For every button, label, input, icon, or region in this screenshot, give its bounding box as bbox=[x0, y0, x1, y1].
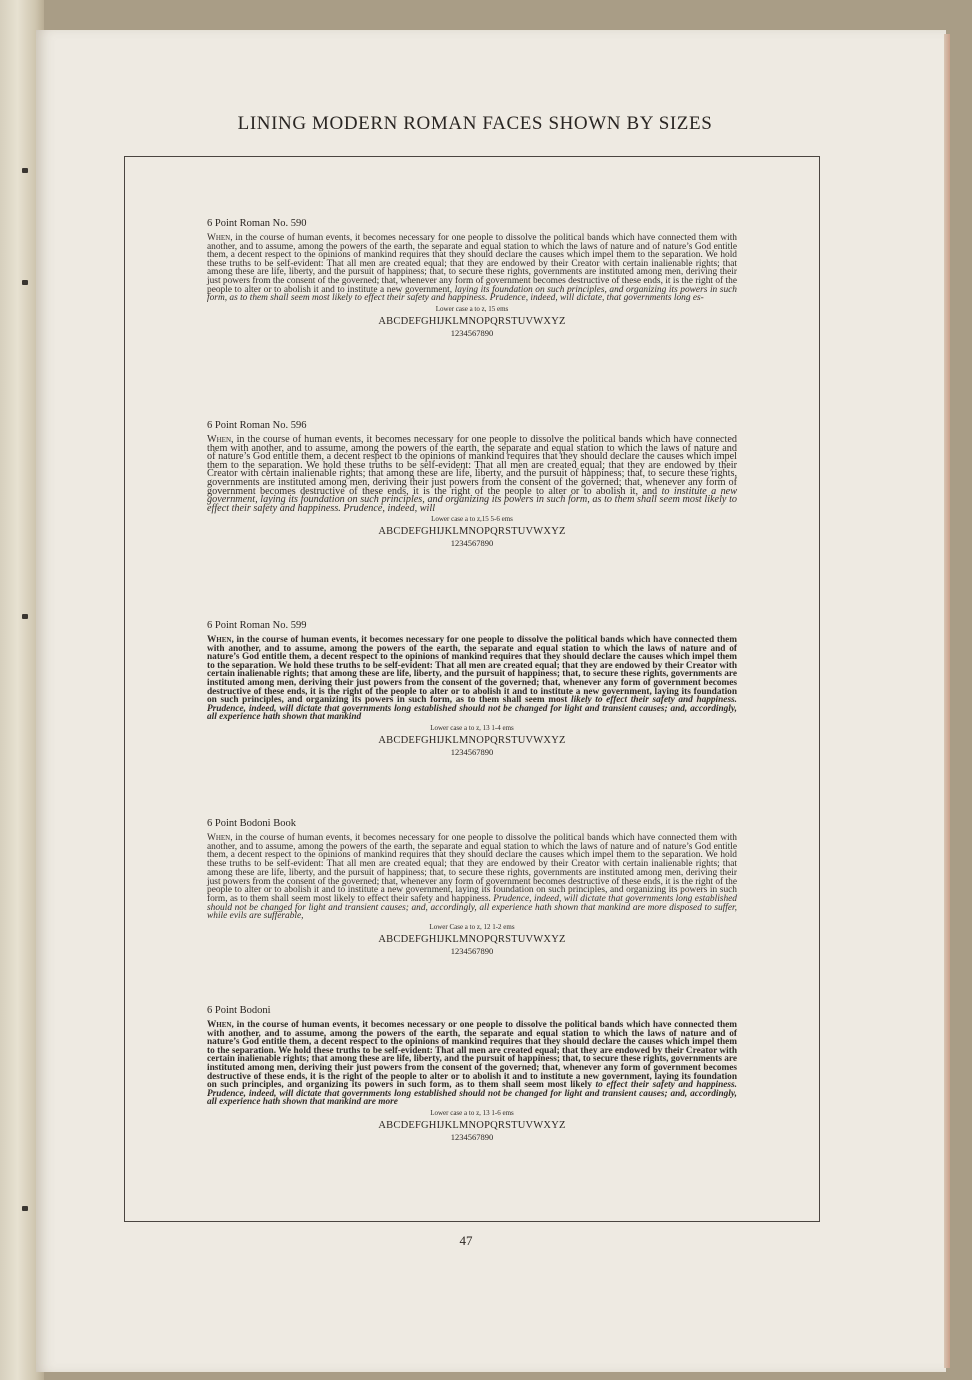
figures-line: 1234567890 bbox=[450, 538, 494, 549]
capitals-line: ABCDEFGHIJKLMNOPQRSTUVWXYZ bbox=[378, 934, 566, 946]
italic-text: laying its foundation on such principles, and organizing its powers in such form, as to them shall seem most likely to effect their safety and happiness. Prudence, indeed, will dictate, that governments long es- bbox=[207, 284, 737, 304]
page-number: 47 bbox=[459, 1233, 473, 1248]
specimen-roman-596 bbox=[207, 420, 737, 548]
lowercase-ems: Lower case a to z, 13 1-6 ems bbox=[430, 1108, 514, 1117]
specimen-paragraph bbox=[207, 636, 737, 722]
binding-mark bbox=[22, 1206, 28, 1211]
italic-text: to effect their safety and happiness. Prudence, indeed, will dictate that governments long established should not be changed for light and transient causes; and, accordingly, all experience hath shown that mankind are more bbox=[207, 1080, 737, 1108]
specimen-name: 6 Point Roman No. 590 bbox=[207, 218, 307, 229]
specimen-name: 6 Point Roman No. 599 bbox=[207, 620, 307, 631]
page-title: LINING MODERN ROMAN FACES SHOWN BY SIZES bbox=[237, 113, 713, 134]
lead-word: When bbox=[207, 833, 231, 843]
italic-text: likely to effect their safety and happiness. Prudence, indeed, will dictate that governments long established should not be changed for light and transient causes; and, accordingly, all experience hath shown that mankind bbox=[207, 695, 737, 723]
body-text: , in the course of human events, it becomes necessary for one people to dissolve the political bands which have connected them with another, and to assume, among the powers of the earth, the separate and equal station to which the laws of nature and of nature’s God entitle them, a decent respect to the opinions of mankind requires that they should declare the causes which impel them to the separation. We hold these truths to be self-evident: That all men are created equal; that they are endowed by their Creator with certain inalienable rights; that among these are life, liberty, and the pursuit of happiness; that, to secure these rights, governments are instituted among men, deriving their just powers from the consent of the governed; that, whenever any form of government becomes destructive of these ends, it is the right of the people to alter or to abolish it, and bbox=[207, 434, 737, 497]
lowercase-ems: Lower case a to z, 15 ems bbox=[435, 304, 509, 313]
specimen-bodoni-book bbox=[207, 818, 737, 956]
capitals-line: ABCDEFGHIJKLMNOPQRSTUVWXYZ bbox=[378, 315, 566, 327]
lead-word: When bbox=[207, 233, 231, 243]
italic-text: to institute a new government, laying its foundation on such principles, and organizing its powers in such form, as to them shall seem most likely to effect their safety and happiness. Prudence, indeed, will bbox=[207, 485, 738, 514]
body-text: , in the course of human events, it becomes necessary for one people to dissolve the political bands which have connected them with another, and to assume, among the powers of the earth, the separate and equal station to which the laws of nature and of nature’s God entitle them, a decent respect to the opinions of mankind requires that they should declare the causes which impel them to the separation. We hold these truths to be self-evident: That all men are created equal; that they are endowed by their Creator with certain inalienable rights; that among these are life, liberty, and the pursuit of happiness; that, to secure these rights, governments are instituted among men, deriving their just powers from the consent of the governed; that, whenever any form of government becomes destructive of these ends, it is the right of the people to alter or to abolish it and to institute a new government, laying its foundation on such principles, and organizing its powers in such form, as to them shall seem most bbox=[207, 635, 737, 706]
capitals-line: ABCDEFGHIJKLMNOPQRSTUVWXYZ bbox=[378, 1119, 566, 1131]
specimen-name: 6 Point Bodoni bbox=[207, 1005, 271, 1016]
specimen-roman-599 bbox=[207, 620, 737, 757]
lowercase-ems: Lower Case a to z, 12 1-2 ems bbox=[429, 923, 515, 932]
italic-text: Prudence, indeed, will dictate that governments long established should not be changed for light and transient causes; and, accordingly, all experience hath shown that mankind are more disposed to suffer, while evils are sufferable, bbox=[207, 893, 737, 922]
specimen-paragraph bbox=[207, 1021, 737, 1107]
binding-mark bbox=[22, 280, 28, 285]
lead-word: When bbox=[207, 434, 232, 445]
figures-line: 1234567890 bbox=[450, 327, 494, 338]
page-edge bbox=[944, 34, 950, 1368]
body-text: , in the course of human events, it becomes necessary or one people to dissolve the political bands which have connected them with another, and to assume, among the powers of the earth, the separate and equal station to which the laws of nature and of nature’s God entitle them, a decent respect to the opinions of mankind requires that they should declare the causes which impel them to the separation. We hold these truths to be self-evident: That all men are created equal; that they are endowed by their Creator with certain inalienable rights; that among these are life, liberty, and the pursuit of happiness; that, to secure these rights, governments are instituted among men, deriving their just powers from the consent of the governed; that, whenever any form of government becomes destructive of these ends, it is the right of the people to alter or to abolish it and to institute a new government, laying its foundation on such principles, and organizing its powers in such form, as to them shall seem most likely bbox=[207, 1020, 737, 1091]
body-text: , in the course of human events, it becomes necessary for one people to dissolve the political bands which have connected them with another, and to assume, among the powers of the earth, the separate and equal station to which the laws of nature and of nature’s God entitle them, a decent respect to the opinions of mankind requires that they should declare the causes which impel them to the separation. We hold these truths to be self-evident: That all men are created equal; that they are endowed by their Creator with certain inalienable rights; that among these are life, liberty, and the pursuit of happiness; that, to secure these rights, governments are instituted among men, deriving their just powers from the consent of the governed; that, whenever any form of government becomes destructive of these ends, it is the right of the people to alter or to abolish it and to institute a new government, bbox=[207, 233, 737, 295]
specimen-name: 6 Point Roman No. 596 bbox=[207, 420, 307, 431]
lowercase-ems: Lower case a to z, 13 1-4 ems bbox=[430, 723, 514, 732]
lowercase-ems: Lower case a to z,15 5-6 ems bbox=[431, 515, 513, 524]
figures-line: 1234567890 bbox=[450, 946, 494, 957]
figures-line: 1234567890 bbox=[450, 746, 494, 757]
lead-word: When bbox=[207, 635, 232, 645]
specimen-roman-590 bbox=[207, 218, 737, 338]
specimen-paragraph bbox=[207, 436, 737, 513]
lead-word: When bbox=[207, 1020, 232, 1030]
specimen-paragraph bbox=[207, 834, 737, 921]
binding-mark bbox=[22, 168, 28, 173]
binding-mark bbox=[22, 614, 28, 619]
specimen-bodoni bbox=[207, 1005, 737, 1142]
body-text: , in the course of human events, it becomes necessary for one people to dissolve the political bands which have connected them with another, and to assume, among the powers of the earth, the separate and equal station to which the laws of nature and of nature’s God entitle them, a decent respect to the opinions of mankind requires that they should declare the causes which impel them to the separation. We hold these truths to be self-evident: That all men are created equal; that they are endowed by their Creator with certain inalienable rights; that among these are life, liberty, and the pursuit of happiness; that, to secure these rights, governments are instituted among men, deriving their just powers from the consent of the governed; that, whenever any form of government becomes destructive of these ends, it is the right of the people to alter or to abolish it and to institute a new government, laying its foundation on such principles, and organizing its powers in such form, as to them shall seem most likely to effect their safety and happiness. bbox=[207, 833, 737, 904]
specimen-paragraph bbox=[207, 234, 737, 303]
capitals-line: ABCDEFGHIJKLMNOPQRSTUVWXYZ bbox=[378, 734, 566, 746]
capitals-line: ABCDEFGHIJKLMNOPQRSTUVWXYZ bbox=[378, 526, 566, 538]
specimen-name: 6 Point Bodoni Book bbox=[207, 818, 296, 829]
figures-line: 1234567890 bbox=[450, 1131, 494, 1142]
